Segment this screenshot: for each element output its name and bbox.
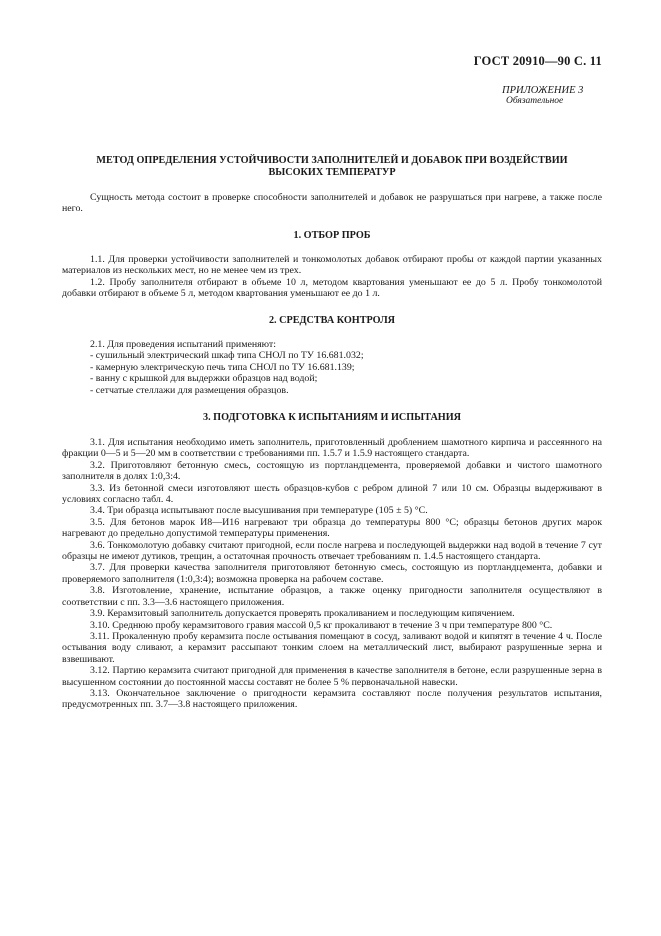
paragraph: 3.8. Изготовление, хранение, испытание образцов, а также оценку пригодности заполнителя осуществляют в соответствии с пп. 3.3—3.6 настоящего приложения. (62, 585, 602, 608)
section-heading-3: 3. ПОДГОТОВКА К ИСПЫТАНИЯМ И ИСПЫТАНИЯ (202, 412, 462, 423)
paragraph: 3.4. Три образца испытывают после высушивания при температуре (105 ± 5) °С. (90, 505, 428, 517)
document-title (62, 155, 602, 178)
paragraph: 3.7. Для проверки качества заполнителя приготовляют бетонную смесь, состоящую из портландцемента, добавки и проверяемого заполнителя (1:0,3:4); возможна проверка на рабочем составе. (62, 562, 602, 585)
paragraph: 1.1. Для проверки устойчивости заполнителей и тонкомолотых добавок отбирают пробы от каждой партии указанных материалов из нескольких мест, но не менее чем из трех. (62, 254, 602, 277)
intro-block (62, 192, 602, 215)
paragraph: 3.2. Приготовляют бетонную смесь, состоящую из портландцемента, проверяемой добавки и чистого шамотного заполнителя в долях 1:0,3:4. (62, 459, 602, 483)
paragraph: 3.10. Среднюю пробу керамзитового гравия массой 0,5 кг прокаливают в течение 3 ч при температуре 800 °С. (90, 619, 553, 631)
paragraph: 3.12. Партию керамзита считают пригодной для применения в качестве заполнителя в бетоне, если разрушенные зерна в высушенном состоянии до постоянной массы составят не более 5 % первоначальной навески. (62, 665, 602, 688)
section-1-body (62, 254, 602, 300)
paragraph: 3.11. Прокаленную пробу керамзита после остывания помещают в сосуд, заливают водой и кипятят в течение 4 ч. После остывания воду сливают, а керамзит рассыпают тонким слоем на металлический лист, выбирают разрушенные зерна и взвешивают. (62, 630, 602, 665)
appendix-label-block (502, 85, 592, 107)
list-item: - ванну с крышкой для выдержки образцов над водой; (90, 373, 318, 385)
appendix-status: Обязательное (506, 96, 564, 106)
section-3-body (62, 437, 602, 711)
paragraph: 3.6. Тонкомолотую добавку считают пригодной, если после нагрева и последующей выдержки над водой в течение 7 сут образцы не имеют дутиков, трещин, а остаточная прочность отвечает требованиям п. 1.4.5 настоящего стандарта. (62, 539, 602, 563)
section-2-body (62, 339, 602, 396)
section-heading-1: 1. ОТБОР ПРОБ (293, 230, 371, 241)
paragraph: 2.1. Для проведения испытаний применяют: (90, 339, 276, 350)
intro-paragraph: Сущность метода состоит в проверке способности заполнителей и добавок не разрушаться при нагреве, а также после него. (62, 192, 602, 215)
paragraph: 3.9. Керамзитовый заполнитель допускается проверять прокаливанием и последующим кипячением. (90, 608, 515, 620)
paragraph: 3.13. Окончательное заключение о пригодности керамзита составляют после получения результатов испытания, предусмотренных пп. 3.7—3.8 настоящего приложения. (62, 687, 602, 711)
page-header: ГОСТ 20910—90 С. 11 (473, 54, 602, 68)
paragraph: 3.1. Для испытания необходимо иметь заполнитель, приготовленный дроблением шамотного кирпича и рассеянного на фракции 0—5 и 5—20 мм в соответствии с требованиями пп. 1.5.7 и 1.5.9 настоящего стандарта. (62, 437, 602, 460)
paragraph: 3.3. Из бетонной смеси изготовляют шесть образцов-кубов с ребром длиной 7 или 10 см. Образцы выдерживают в условиях согласно табл. 4. (62, 482, 602, 506)
title-line: МЕТОД ОПРЕДЕЛЕНИЯ УСТОЙЧИВОСТИ ЗАПОЛНИТЕЛЕЙ И ДОБАВОК ПРИ ВОЗДЕЙСТВИИ (96, 155, 568, 166)
paragraph: 3.5. Для бетонов марок И8—И16 нагревают три образца до температуры 800 °С; образцы бетонов других марок нагревают до предельно допустимой температуры применения. (62, 516, 602, 540)
list-item: - сушильный электрический шкаф типа СНОЛ по ТУ 16.681.032; (90, 350, 364, 362)
list-item: - камерную электрическую печь типа СНОЛ по ТУ 16.681.139; (90, 361, 355, 373)
paragraph: 1.2. Пробу заполнителя отбирают в объеме 10 л, методом квартования уменьшают ее до 5 л. Пробу тонкомолотой добавки отбирают в объеме 5 л, методом квартования уменьшают ее до 1 л. (62, 276, 602, 300)
list-item: - сетчатые стеллажи для размещения образцов. (90, 384, 289, 396)
section-heading-2: 2. СРЕДСТВА КОНТРОЛЯ (268, 315, 396, 326)
title-line: ВЫСОКИХ ТЕМПЕРАТУР (268, 166, 396, 178)
appendix-label: ПРИЛОЖЕНИЕ 3 (502, 85, 584, 96)
